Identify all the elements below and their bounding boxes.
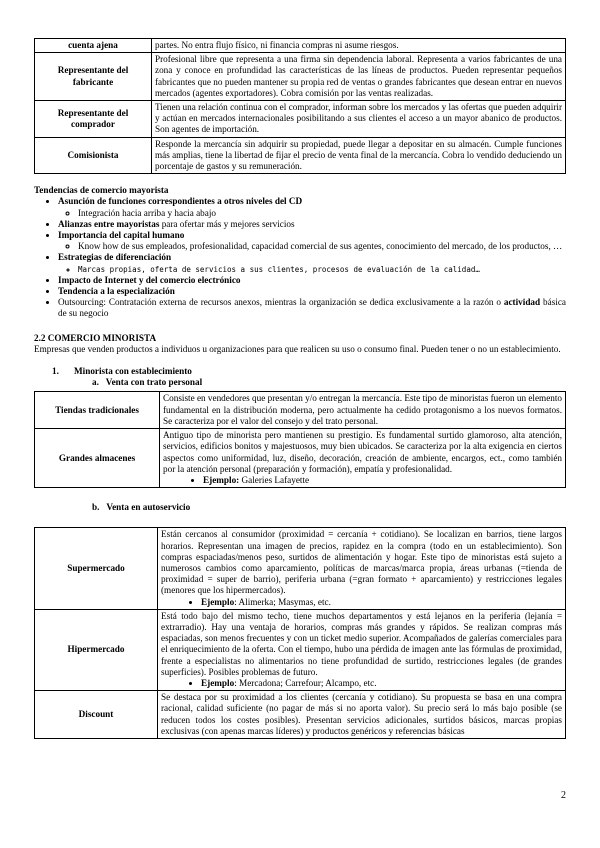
subsection-heading xyxy=(34,366,566,377)
heading-number: a. xyxy=(92,377,99,388)
description-text: Está todo bajo del mismo techo, tiene muchos departamentos y está lejanos en la periferia (lejanía = extrarradio). Hay una ventaja de horarios, compras más grandes y rápidos. Se realizan compras más espaciadas, son menos frecuentes y con un ticket medio superior. Acompañados de galerías comerciales para el enriquecimiento de la oferta. Con el tiempo, hubo una pérdida de imagen ante las fórmulas de proximidad, frente a especialistas no alimentarios no tiene profundidad de surtido, restricciones legales (de grandes superficies). Posibles problemas de futuro. xyxy=(161,610,562,677)
list-item xyxy=(58,196,566,218)
item-bold: Alianzas entre mayoristas xyxy=(58,218,160,229)
document-page xyxy=(34,38,566,739)
heading-number: b. xyxy=(92,502,100,513)
row-description: partes. No entra flujo físico, ni financia compras ni asume riesgos. xyxy=(152,39,566,53)
row-description: Consiste en vendedores que presentan y/o entregan la mercancía. Este tipo de minoristas fueron un elemento fundamental en la distribución moderna, pero actualmente ha cedido protagonismo a los nuevos formatos. Se caracteriza por el valor del consejo y del trato personal. xyxy=(160,392,566,429)
self-service-table xyxy=(34,527,566,739)
sub-item: ◦ Integración hacia arriba y hacia abajo xyxy=(78,208,566,219)
row-description: Profesional libre que representa a una firma sin dependencia laboral. Representa a varios fabricantes de una zona y conoce en profundidad las características de las líneas de productos. Pueden representar pequeños fabricantes que no pueden mantener su propia red de ventas o grandes fabricantes que desean entrar en nuevos mercados (agentes exportadores). Cobra comisión por las ventas realizadas. xyxy=(152,53,566,101)
subsection-heading xyxy=(34,502,566,513)
example-item xyxy=(201,678,562,689)
item-text: Importancia del capital humano xyxy=(58,230,185,241)
example-item xyxy=(203,475,562,486)
item-text: para ofertar más y mejores servicios xyxy=(159,218,295,229)
item-text: Impacto de Internet y del comercio electrónico xyxy=(58,274,241,285)
table-row xyxy=(35,39,566,53)
section-title: 2.2 COMERCIO MINORISTA xyxy=(34,332,157,343)
example-text: Galeries Lafayette xyxy=(239,474,310,485)
heading-text: Venta con trato personal xyxy=(105,377,203,388)
row-heading: cuenta ajena xyxy=(35,39,152,53)
example-text: : Mercadona; Carrefour; Alcampo, etc. xyxy=(234,677,377,688)
heading-number: 1. xyxy=(52,366,59,377)
example-item xyxy=(201,597,562,608)
intermediaries-table xyxy=(34,38,566,174)
personal-sales-table xyxy=(34,391,566,488)
example-label: Ejemplo xyxy=(201,596,235,607)
row-description xyxy=(158,528,566,609)
row-description: Tienen una relación continua con el comprador, informan sobre los mercados y las ofertas que pueden adquirir y actúan en mercados internacionales posibilitando a sus clientes el acceso a un mayor abanico de productos. Son agentes de importación. xyxy=(152,101,566,138)
row-heading: Representante del fabricante xyxy=(35,53,152,101)
table-row xyxy=(35,137,566,174)
list-item xyxy=(58,252,566,274)
list-item xyxy=(58,230,566,252)
row-heading: Discount xyxy=(35,691,158,739)
row-description: Responde la mercancía sin adquirir su propiedad, puede llegar a depositar en su almacén. Cumple funciones más amplias, tiene la libertad de fijar el precio de venta final de la mercancía. Cobra lo vendido deduciendo un porcentaje de gastos y su remuneración. xyxy=(152,137,566,174)
list-item xyxy=(58,219,566,230)
page-number: 2 xyxy=(561,790,566,801)
sub-item: ◦ Marcas propias, oferta de servicios a sus clientes, procesos de evaluación de la calidad… xyxy=(78,264,566,275)
table-row xyxy=(35,53,566,101)
table-row xyxy=(35,609,566,690)
heading-text: Venta en autoservicio xyxy=(106,502,191,513)
row-heading: Representante del comprador xyxy=(35,101,152,138)
trends-list xyxy=(34,196,566,319)
heading-text: Minorista con establecimiento xyxy=(74,366,192,377)
row-heading: Comisionista xyxy=(35,137,152,174)
row-heading: Hipermercado xyxy=(35,609,158,690)
description-text: Están cercanos al consumidor (proximidad = cercanía + cotidiano). Se localizan en barrios, tiene largos horarios. Representan una imagen de precios, rapidez en la compra (todo en un establecimiento). Son compras espaciadas/menos peso, surtidos de alimentación y hogar. Este tipo de minoristas está sujeto a numerosos cambios como aparcamiento, políticas de marcas/marca propia, áreas urbanas (=tienda de proximidad = super de barrio), periferia urbana (=gran formato + aparcamiento) y restricciones legales (menores que los hipermercados). xyxy=(161,529,562,596)
row-heading: Grandes almacenes xyxy=(35,429,160,488)
list-item xyxy=(58,275,566,286)
row-heading: Tiendas tradicionales xyxy=(35,392,160,429)
item-text: Tendencia a la especialización xyxy=(58,286,175,297)
table-row xyxy=(35,528,566,609)
section-title: Tendencias de comercio mayorista xyxy=(34,185,169,196)
example-label: Ejemplo: xyxy=(203,474,240,485)
table-row xyxy=(35,691,566,739)
section-intro: Empresas que venden productos a individuos u organizaciones para que realicen su uso o consumo final. Pueden tener o no un establecimiento. xyxy=(34,343,561,354)
item-bold: actividad xyxy=(503,297,541,308)
example-text: : Alimerka; Masymas, etc. xyxy=(234,596,331,607)
row-heading: Supermercado xyxy=(35,528,158,609)
subsection-heading xyxy=(34,377,566,388)
row-description xyxy=(160,429,566,488)
item-text: Estrategias de diferenciación xyxy=(58,252,172,263)
row-description: Se destaca por su proximidad a los clientes (cercanía y cotidiano). Su propuesta se basa en una compra racional, calidad suficiente (no pagar de más si no aporta valor). Su precio será lo más bajo posible (se reducen todos los costes posibles). Presentan servicios adicionales, surtidos básicos, marcas propias exclusivas (con apenas marcas líderes) y productos genéricos y referencias básicas xyxy=(158,691,566,739)
sub-item: ◦ Know how de sus empleados, profesionalidad, capacidad comercial de sus agentes, conocimiento del mercado, de los productos, … xyxy=(78,241,566,252)
list-item xyxy=(58,286,566,297)
table-row xyxy=(35,101,566,138)
description-text: Antiguo tipo de minorista pero mantienen su prestigio. Es fundamental surtido glamoroso, alta atención, servicios, edificios bonitos y majestuosos, muy bien ubicados. Se caracteriza por la alta exigencia en ciertos aspectos como uniformidad, luz, diseño, decoración, creación de ambiente, encargos, ect., como también por la atención personal (preparación y formación), empatía y profesionalidad. xyxy=(163,430,562,474)
list-item xyxy=(58,297,566,319)
example-label: Ejemplo xyxy=(201,677,235,688)
item-text: Outsourcing: Contratación externa de recursos anexos, mientras la organización se dedica exclusivamente a la razón o xyxy=(58,297,504,308)
item-text: básica de su negocio xyxy=(58,297,566,319)
table-row xyxy=(35,429,566,488)
item-text: Asunción de funciones correspondientes a otros niveles del CD xyxy=(58,196,303,207)
row-description xyxy=(158,609,566,690)
table-row xyxy=(35,392,566,429)
